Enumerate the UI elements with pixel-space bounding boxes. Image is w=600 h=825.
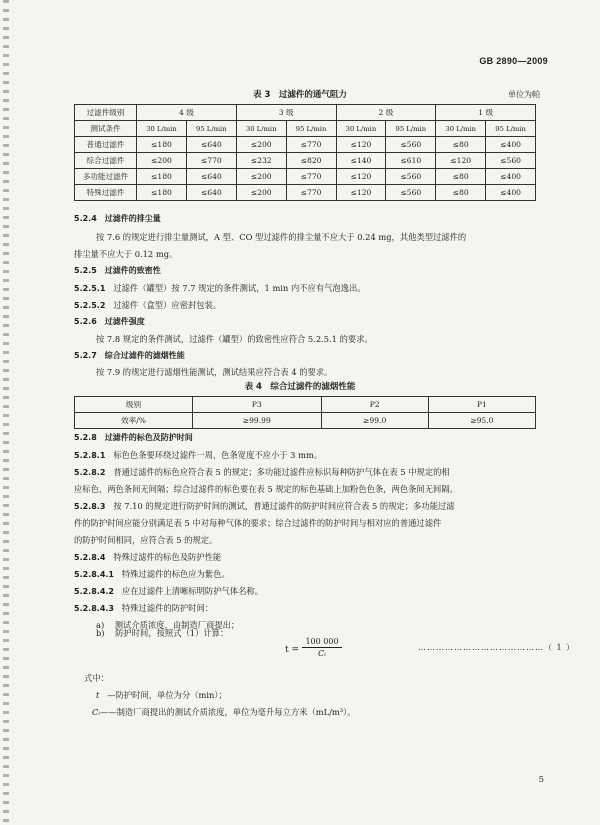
clause-text: 特殊过滤件的防护时间： [121, 603, 214, 613]
table4-row-label: 效率/% [75, 413, 193, 429]
clause-number: 5.2.5.1 [74, 284, 106, 293]
table3-cell: ≤640 [186, 185, 236, 201]
table3-cell: ≤770 [286, 169, 336, 185]
paragraph-line: 件的防护时间应能分别满足表 5 中对每种气体的要求；综合过滤件的防护时间与相对应的普通过滤件 [74, 518, 442, 528]
table3-col-label: 过滤件级别 [75, 105, 137, 121]
table3-cell: ≤120 [336, 185, 386, 201]
table3-cell: ≤120 [436, 153, 486, 169]
clause-line [74, 449, 322, 461]
table3-condition: 95 L/min [286, 121, 336, 137]
clause-line [74, 500, 455, 512]
clause-text: 普通过滤件的标色应符合表 5 的规定；多功能过滤件应标识每种防护气体在表 5 中规定的相 [113, 467, 450, 477]
table3-cell: ≤200 [236, 185, 286, 201]
table3-cell: ≤180 [137, 169, 187, 185]
clause-text: 应在过滤件上清晰标明防护气体名称。 [121, 586, 263, 596]
clause-number: 5.2.8.4.1 [74, 570, 114, 579]
clause-text: 过滤件（盒型）应密封包装。 [113, 300, 222, 310]
clause-number: 5.2.8.4.2 [74, 587, 114, 596]
table3-cell: ≤232 [236, 153, 286, 169]
table3-condition: 95 L/min [486, 121, 536, 137]
list-item [96, 627, 228, 639]
table3-level: 1 级 [436, 105, 536, 121]
clause-number: 5.2.8.3 [74, 502, 106, 511]
table3-cell: ≤80 [436, 185, 486, 201]
page-number: 5 [538, 775, 544, 785]
list-marker: a) [96, 620, 105, 630]
clause-line [74, 299, 221, 311]
table3-cell: ≤180 [137, 137, 187, 153]
table3-cell: ≤770 [286, 185, 336, 201]
symbol: Cᵢ [92, 707, 101, 717]
section-title: 过滤件的标色及防护时间 [104, 433, 193, 442]
table3-condition: 95 L/min [386, 121, 436, 137]
formula-numerator: 100 000 [302, 636, 342, 648]
clause-text: 过滤件（罐型）按 7.7 规定的条件测试，1 min 内不应有气泡逸出。 [113, 283, 366, 293]
symbol: t [96, 690, 100, 700]
paragraph-line: 应标色，两色条间无间隔；综合过滤件的标色要在表 5 规定的标色基础上加粉色色条，两色条间无间隔。 [74, 484, 458, 494]
table3-cell: ≤200 [137, 153, 187, 169]
table3-level-row [75, 105, 536, 121]
table3-cell: ≤770 [186, 153, 236, 169]
table-row [75, 169, 536, 185]
table3-cell: ≤640 [186, 137, 236, 153]
list-text: 防护时间，按照式（1）计算： [115, 628, 229, 638]
section-heading [74, 350, 185, 361]
table3-title: 表 3 过滤件的通气阻力 [253, 90, 347, 100]
table3-test-label: 测试条件 [75, 121, 137, 137]
clause-line [74, 602, 213, 614]
standard-number: GB 2890—2009 [479, 56, 548, 66]
list-marker: b) [96, 628, 105, 638]
section-heading [74, 265, 161, 276]
table3-condition: 95 L/min [186, 121, 236, 137]
table-row [75, 153, 536, 169]
table3-cell: ≤200 [236, 137, 286, 153]
clause-number: 5.2.8.1 [74, 451, 106, 460]
section-number: 5.2.7 [74, 351, 97, 360]
symbol-definition [96, 689, 227, 701]
section-number: 5.2.5 [74, 266, 97, 275]
table4-cell: ≥99.99 [193, 413, 322, 429]
table3-condition: 30 L/min [236, 121, 286, 137]
table3-cell: ≤400 [486, 137, 536, 153]
table3-row-label: 多功能过滤件 [75, 169, 137, 185]
binding-holes [3, 0, 9, 825]
equation-number: （ 1 ） [544, 643, 576, 652]
clause-number: 5.2.8.4.3 [74, 604, 114, 613]
table3-level: 2 级 [336, 105, 436, 121]
table4-level: P1 [428, 397, 535, 413]
clause-number: 5.2.8.4 [74, 553, 106, 562]
table3-condition: 30 L/min [336, 121, 386, 137]
table4-level: P2 [321, 397, 428, 413]
table3-level: 4 级 [137, 105, 237, 121]
table3 [74, 104, 536, 201]
table3-condition: 30 L/min [436, 121, 486, 137]
paragraph-line: 的防护时间相同，应符合表 5 的规定。 [74, 535, 218, 545]
section-number: 5.2.6 [74, 317, 97, 326]
clause-line [74, 585, 263, 597]
table3-cell: ≤770 [286, 137, 336, 153]
table3-cell: ≤400 [486, 169, 536, 185]
paragraph-line: 按 7.8 规定的条件测试，过滤件（罐型）的致密性应符合 5.2.5.1 的要求。 [96, 334, 373, 344]
clause-text: 标色色条要环绕过滤件一周，色条宽度不应小于 3 mm。 [113, 450, 323, 460]
table3-cell: ≤820 [286, 153, 336, 169]
section-title: 过滤件强度 [104, 317, 145, 326]
table-row [75, 413, 536, 429]
clause-line [74, 466, 450, 478]
section-title: 过滤件的致密性 [104, 266, 161, 275]
symbol-definition [92, 706, 356, 718]
table3-cell: ≤560 [386, 185, 436, 201]
paragraph-line: 排尘量不应大于 0.12 mg。 [74, 249, 178, 259]
clause-number: 5.2.8.2 [74, 468, 106, 477]
table4-cell: ≥99.0 [321, 413, 428, 429]
clause-text: 按 7.10 的规定进行防护时间的测试，普通过滤件的防护时间应符合表 5 的规定；多功能过滤 [113, 501, 455, 511]
formula-fraction [302, 636, 342, 659]
table3-unit: 单位为帕 [508, 90, 540, 99]
list-text: 测试介质浓度，由制造厂商提出； [114, 620, 240, 630]
clause-number: 5.2.5.2 [74, 301, 106, 310]
section-title: 过滤件的排尘量 [104, 214, 161, 223]
paragraph-line: 按 7.9 的规定进行滤烟性能测试，测试结果应符合表 4 的要求。 [96, 367, 333, 377]
clause-text: 特殊过滤件的标色及防护性能 [113, 552, 222, 562]
table3-condition-row [75, 121, 536, 137]
table3-cell: ≤560 [386, 137, 436, 153]
symbol-text: ——制造厂商提出的测试介质浓度，单位为毫升每立方米（mL/m³）。 [100, 707, 356, 717]
table3-cell: ≤80 [436, 137, 486, 153]
formula-denominator: Cᵢ [318, 649, 326, 658]
table-row [75, 397, 536, 413]
table3-level: 3 级 [236, 105, 336, 121]
table4-title: 表 4 综合过滤件的滤烟性能 [244, 382, 356, 392]
table3-cell: ≤120 [336, 137, 386, 153]
formula-leader: ……………………………………（ 1 ） [418, 643, 576, 652]
clause-line [74, 282, 366, 294]
table3-cell: ≤80 [436, 169, 486, 185]
table3-cell: ≤560 [386, 169, 436, 185]
table4 [74, 396, 536, 429]
section-number: 5.2.4 [74, 214, 97, 223]
table3-cell: ≤560 [486, 153, 536, 169]
section-heading [74, 432, 193, 443]
table3-condition: 30 L/min [137, 121, 187, 137]
table3-cell: ≤400 [486, 185, 536, 201]
section-title: 综合过滤件的滤烟性能 [104, 351, 185, 360]
section-heading [74, 213, 161, 224]
clause-text: 特殊过滤件的标色应为紫色。 [121, 569, 230, 579]
clause-line [74, 551, 221, 563]
table4-cell: ≥95.0 [428, 413, 535, 429]
table3-cell: ≤200 [236, 169, 286, 185]
table-row [75, 185, 536, 201]
where-label: 式中： [84, 673, 109, 683]
table3-row-label: 综合过滤件 [75, 153, 137, 169]
section-number: 5.2.8 [74, 433, 97, 442]
table3-row-label: 普通过滤件 [75, 137, 137, 153]
clause-line [74, 568, 230, 580]
table3-cell: ≤640 [186, 169, 236, 185]
table4-row-label: 级别 [75, 397, 193, 413]
table3-cell: ≤140 [336, 153, 386, 169]
table3-cell: ≤120 [336, 169, 386, 185]
paragraph-line: 按 7.6 的规定进行排尘量测试，A 型、CO 型过滤件的排尘量不应大于 0.24 mg，其他类型过滤件的 [96, 232, 467, 242]
table3-cell: ≤180 [137, 185, 187, 201]
section-heading [74, 316, 145, 327]
table3-cell: ≤610 [386, 153, 436, 169]
table3-row-label: 特殊过滤件 [75, 185, 137, 201]
table4-level: P3 [193, 397, 322, 413]
symbol-text: —防护时间，单位为分（min）； [107, 690, 227, 700]
table-row [75, 137, 536, 153]
formula-lhs: t = [285, 645, 300, 655]
